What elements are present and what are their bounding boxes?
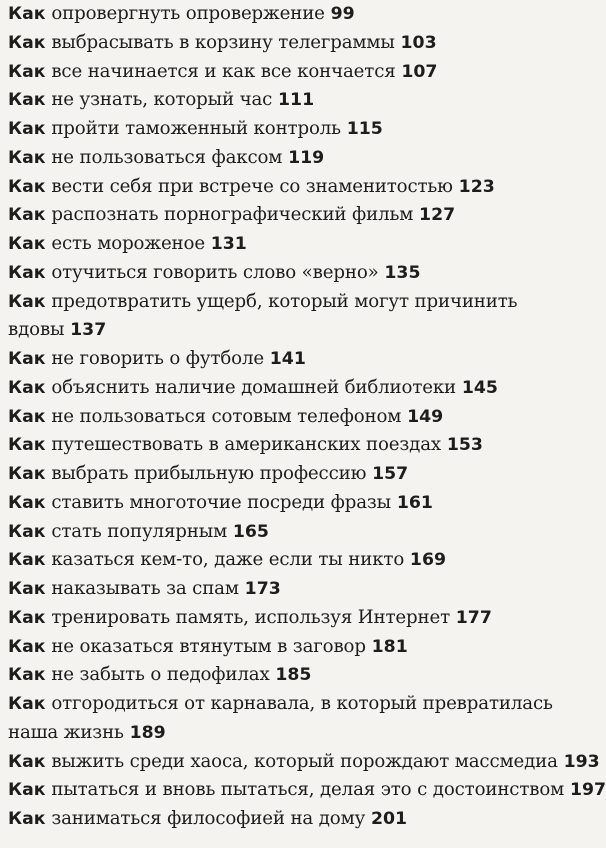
entry-title-continuation (8, 719, 600, 748)
toc-entry (0, 86, 600, 115)
toc-entry (0, 431, 600, 460)
entry-page-number: 107 (401, 61, 438, 82)
entry-keyword: Как (8, 751, 46, 772)
toc-entry (0, 575, 600, 604)
toc-entry (0, 0, 600, 29)
entry-keyword: Как (8, 4, 46, 24)
entry-page-number: 111 (278, 90, 315, 111)
entry-title: не говорить о футболе (51, 348, 264, 369)
toc-entry (0, 690, 600, 748)
entry-keyword: Как (8, 32, 46, 53)
entry-title-line2: вдовы (8, 319, 65, 341)
entry-keyword: Как (8, 291, 46, 312)
entry-title: опровергнуть опровержение (51, 3, 325, 24)
entry-keyword: Как (8, 694, 46, 714)
toc-entry (0, 604, 600, 633)
entry-page-number: 189 (129, 722, 166, 743)
toc-entry (0, 58, 600, 87)
entry-keyword: Как (8, 809, 46, 829)
entry-page-number: 177 (455, 607, 492, 628)
entry-title-continuation (8, 316, 600, 345)
toc-entry (0, 201, 600, 230)
entry-title: выбрасывать в корзину телеграммы (51, 31, 395, 53)
entry-title: все начинается и как все кончается (51, 60, 396, 82)
toc-entry (0, 460, 600, 489)
entry-title: пройти таможенный контроль (51, 118, 341, 139)
entry-page-number: 99 (330, 4, 355, 24)
entry-page-number: 115 (346, 119, 383, 139)
entry-keyword: Как (8, 377, 46, 398)
entry-title: ставить многоточие посреди фразы (51, 491, 392, 513)
toc-entry (0, 288, 600, 346)
toc-entry (0, 748, 600, 777)
entry-page-number: 181 (371, 636, 408, 657)
entry-page-number: 153 (446, 435, 483, 456)
toc-entry (0, 144, 600, 173)
entry-keyword: Как (8, 550, 46, 571)
entry-keyword: Как (8, 464, 46, 484)
entry-keyword: Как (8, 176, 46, 197)
toc-entry (0, 546, 600, 575)
toc-entry (0, 29, 600, 58)
entry-page-number: 169 (409, 550, 446, 571)
entry-title: предотвратить ущерб, который могут причинить (51, 290, 518, 312)
entry-keyword: Как (8, 435, 46, 456)
entry-title: распознать порнографический фильм (51, 204, 414, 226)
entry-keyword: Как (8, 579, 46, 599)
toc-entry (0, 489, 600, 518)
toc-entry (0, 403, 600, 432)
entry-keyword: Как (8, 349, 46, 369)
entry-title: не пользоваться факсом (51, 146, 283, 168)
entry-title: казаться кем-то, даже если ты никто (51, 549, 405, 571)
entry-page-number: 123 (458, 176, 495, 197)
entry-keyword: Как (8, 780, 46, 801)
entry-page-number: 165 (232, 521, 269, 542)
entry-title: заниматься философией на дому (51, 808, 366, 829)
entry-page-number: 127 (419, 205, 456, 226)
entry-title-line2: наша жизнь (8, 721, 124, 743)
entry-page-number: 103 (400, 32, 437, 53)
toc-entry (0, 259, 600, 288)
entry-title: путешествовать в американских поездах (51, 434, 442, 456)
entry-keyword: Как (8, 607, 46, 628)
entry-title: отучиться говорить слово «верно» (51, 261, 379, 283)
entry-title: выжить среди хаоса, который порождают массмедиа (51, 750, 558, 772)
entry-page-number: 157 (372, 464, 409, 484)
entry-title: пытаться и вновь пытаться, делая это с достоинством (51, 779, 565, 801)
entry-keyword: Как (8, 636, 46, 657)
entry-keyword: Как (8, 61, 46, 82)
entry-title: отгородиться от карнавала, в который превратилась (51, 693, 553, 714)
entry-title: наказывать за спам (51, 578, 239, 599)
entry-page-number: 173 (244, 579, 281, 599)
toc-entry (0, 518, 600, 547)
toc-entry (0, 633, 600, 662)
entry-page-number: 161 (396, 492, 433, 513)
entry-title: вести себя при встрече со знаменитостью (51, 175, 453, 197)
entry-keyword: Как (8, 262, 46, 283)
entry-title: есть мороженое (51, 233, 205, 254)
entry-title: тренировать память, используя Интернет (51, 606, 450, 628)
toc-entry (0, 776, 606, 805)
entry-page-number: 141 (269, 349, 306, 369)
toc-entry (0, 374, 600, 403)
toc-entry (0, 173, 600, 202)
entry-title: стать популярным (51, 520, 228, 542)
entry-page-number: 145 (461, 377, 498, 398)
entry-keyword: Как (8, 119, 46, 139)
entry-keyword: Как (8, 665, 46, 686)
entry-page-number: 197 (569, 780, 606, 801)
entry-keyword: Как (8, 205, 46, 226)
entry-keyword: Как (8, 147, 46, 168)
entry-page-number: 119 (288, 147, 325, 168)
entry-title: не пользоваться сотовым телефоном (51, 405, 402, 427)
entry-keyword: Как (8, 406, 46, 427)
entry-title: не узнать, который час (51, 89, 273, 111)
toc-entry (0, 230, 600, 259)
entry-keyword: Как (8, 521, 46, 542)
entry-page-number: 149 (407, 406, 444, 427)
entry-page-number: 137 (70, 320, 107, 341)
entry-page-number: 131 (210, 234, 247, 254)
toc-entry (0, 805, 600, 834)
entry-keyword: Как (8, 234, 46, 254)
entry-title: объяснить наличие домашней библиотеки (51, 376, 457, 398)
toc-entry (0, 115, 600, 144)
entry-title: не оказаться втянутым в заговор (51, 635, 366, 657)
entry-page-number: 193 (563, 751, 600, 772)
toc-entry (0, 661, 600, 690)
entry-page-number: 185 (275, 665, 312, 686)
entry-page-number: 135 (384, 262, 421, 283)
entry-title: выбрать прибыльную профессию (51, 463, 367, 484)
entry-page-number: 201 (370, 809, 408, 829)
entry-title: не забыть о педофилах (51, 664, 270, 686)
entry-keyword: Как (8, 492, 46, 513)
entry-keyword: Как (8, 90, 46, 111)
toc-entry (0, 345, 600, 374)
